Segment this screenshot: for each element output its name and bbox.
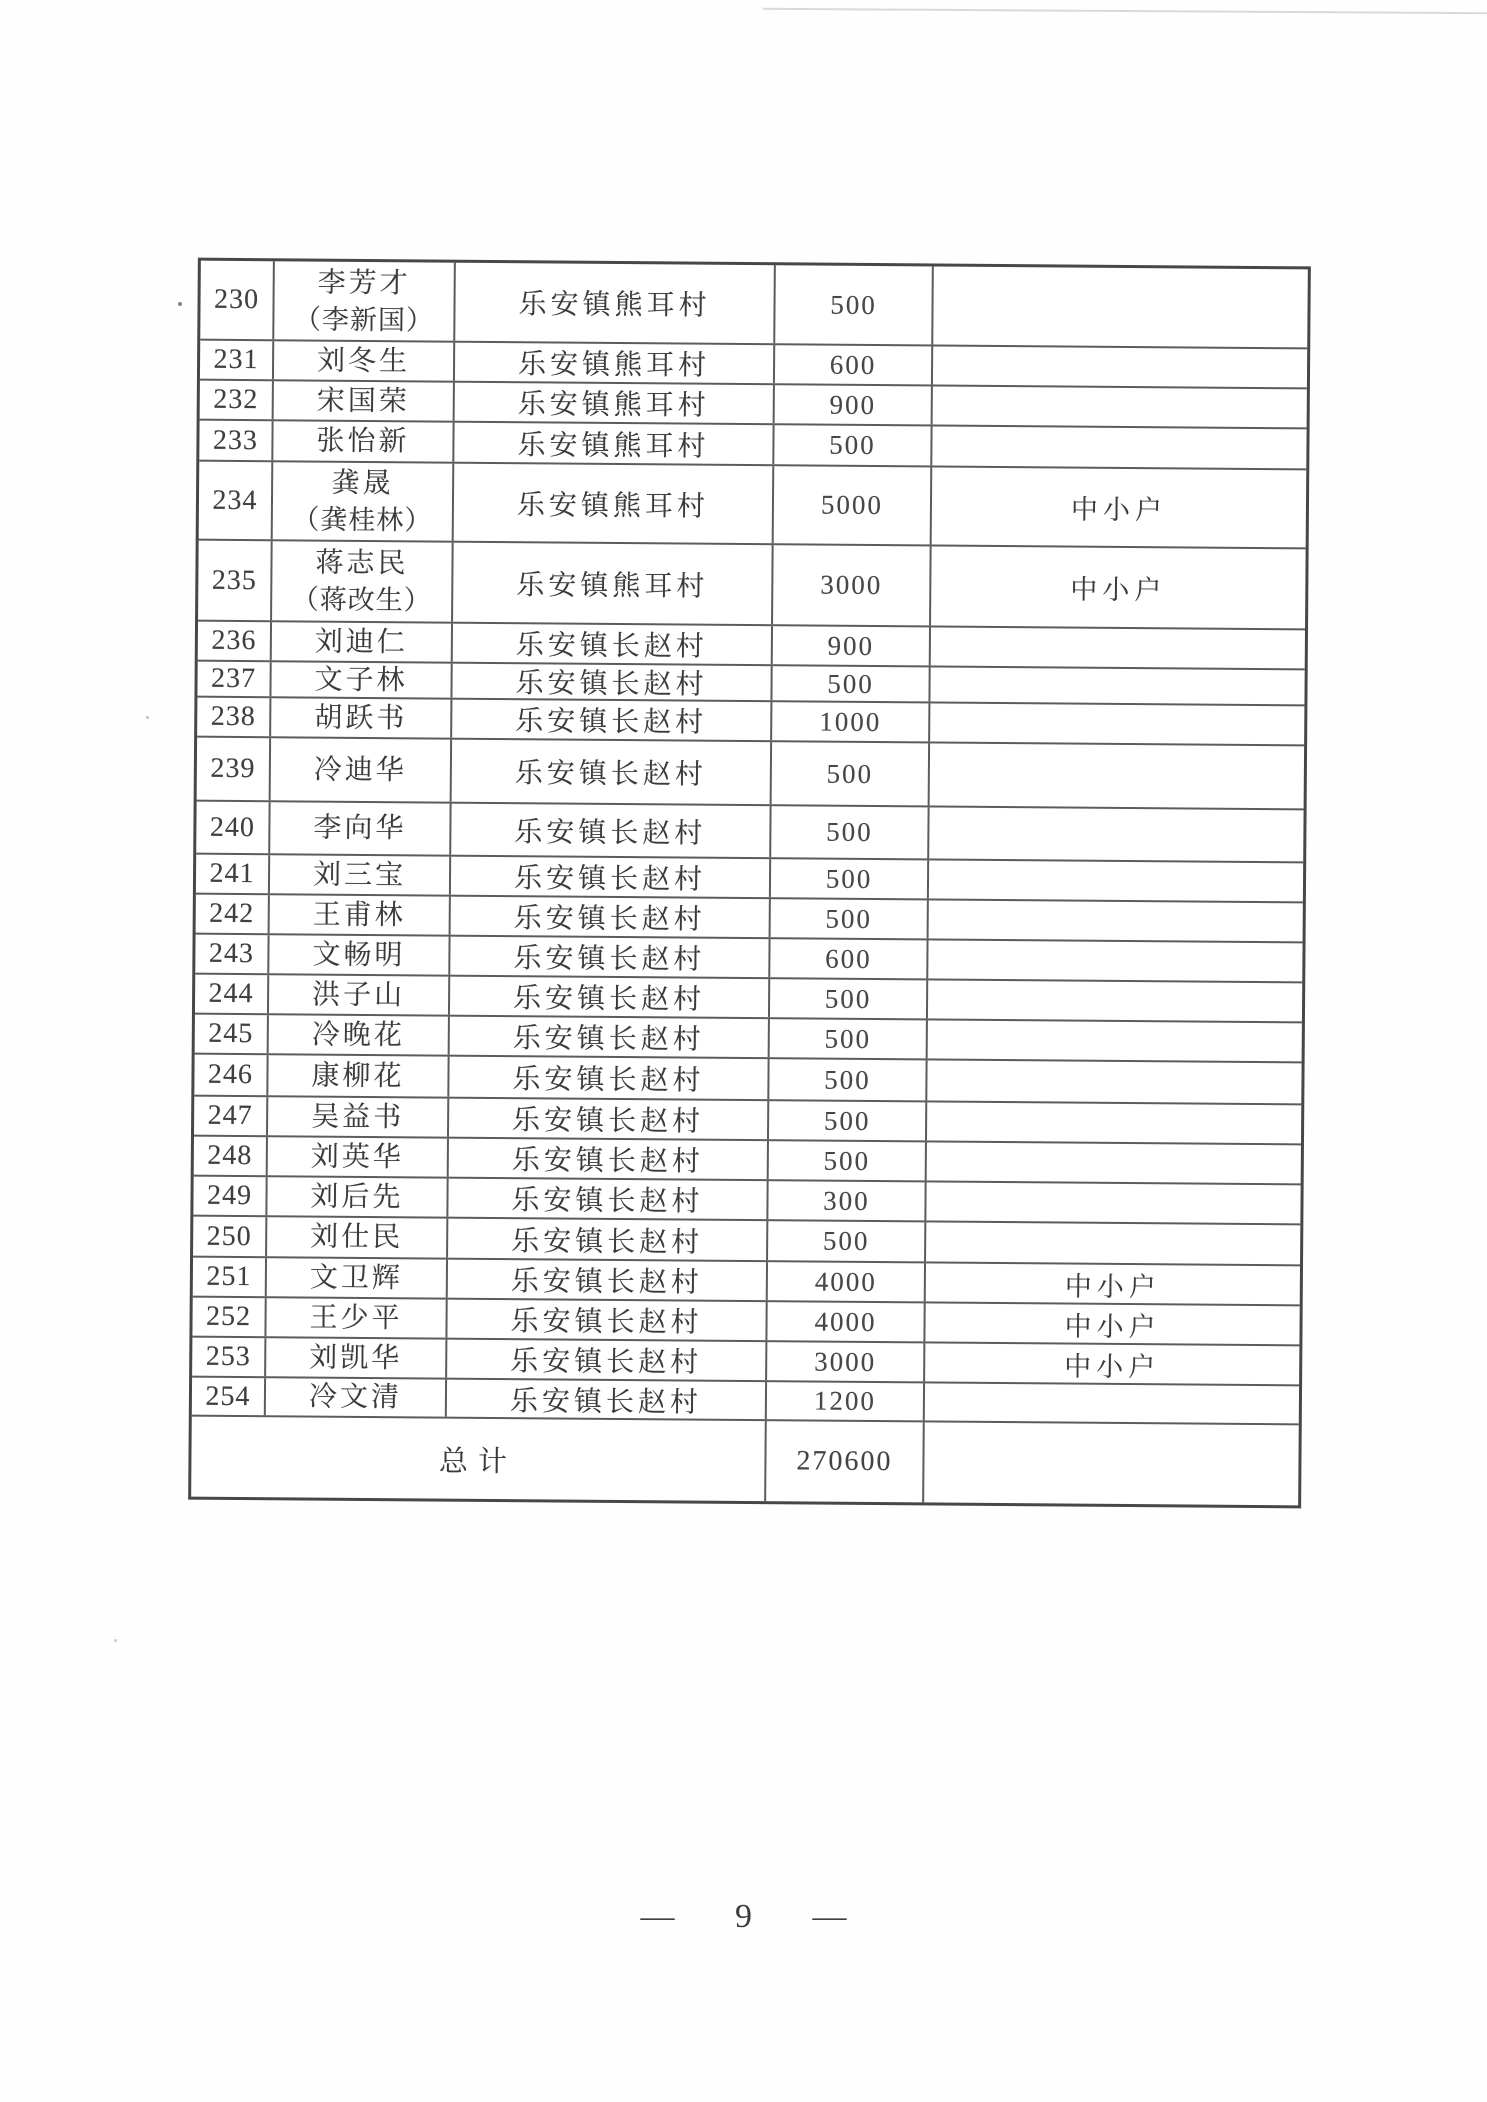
recipient-name: 冷迪华: [313, 754, 407, 786]
amount-cell: 300: [768, 1181, 926, 1220]
amount-cell: 500: [770, 1019, 928, 1058]
name-cell: [274, 261, 456, 340]
remark-cell: [927, 1142, 1301, 1183]
recipient-name: 王少平: [309, 1302, 403, 1334]
amount-cell: 3000: [767, 1342, 925, 1381]
name-cell: [271, 662, 452, 697]
amount-cell: 500: [770, 979, 928, 1018]
recipient-name: 张怡新: [316, 425, 410, 458]
name-cell: [271, 738, 452, 801]
amount-cell: 600: [775, 345, 933, 384]
recipient-alias: （蒋改生）: [291, 584, 432, 616]
table-row: [196, 802, 1303, 864]
village-cell: 乐安镇长赵村: [448, 1179, 768, 1220]
recipient-name: 刘冬生: [316, 345, 411, 377]
row-number-cell: 251: [193, 1258, 267, 1297]
amount-cell: 500: [772, 666, 930, 701]
remark-cell: [933, 386, 1307, 427]
row-number-cell: 230: [200, 261, 275, 340]
total-amount-cell: 270600: [766, 1421, 925, 1502]
remark-cell: [928, 940, 1302, 981]
recipient-name: 文子林: [314, 664, 408, 696]
amount-cell: 900: [773, 626, 931, 665]
village-cell: 乐安镇熊耳村: [455, 383, 775, 424]
table-wrapper: [188, 258, 1311, 1509]
remark-cell: [930, 703, 1304, 744]
remark-cell: [930, 667, 1304, 704]
recipient-name: 康柳花: [311, 1060, 405, 1092]
recipient-name: 宋国荣: [316, 385, 410, 417]
village-cell: 乐安镇长赵村: [450, 1017, 770, 1058]
amount-cell: 500: [775, 265, 934, 344]
recipient-alias: （李新国）: [293, 303, 435, 336]
name-cell: [269, 1015, 450, 1054]
village-cell: 乐安镇长赵村: [452, 700, 772, 741]
name-cell: [271, 698, 452, 737]
name-cell: [267, 1258, 448, 1297]
remark-cell: [933, 346, 1307, 387]
row-number-cell: 250: [193, 1217, 267, 1257]
row-number-cell: 254: [192, 1378, 266, 1416]
name-cell: [268, 1137, 449, 1176]
row-number-cell: 231: [200, 341, 274, 380]
amount-cell: 500: [772, 742, 930, 805]
scan-speck: [178, 302, 182, 306]
village-cell: 乐安镇长赵村: [449, 1139, 769, 1180]
name-cell: [269, 935, 450, 974]
row-number-cell: 243: [195, 935, 269, 974]
remark-cell: [933, 266, 1308, 347]
row-number-cell: 245: [195, 1015, 269, 1054]
scan-speck: [114, 1639, 117, 1642]
remark-cell: [925, 1383, 1299, 1423]
name-cell: [269, 975, 450, 1014]
row-number-cell: 238: [197, 698, 271, 737]
recipient-name: 刘三宝: [312, 859, 407, 891]
amount-cell: 500: [771, 859, 929, 898]
amount-cell: 500: [771, 899, 929, 938]
amount-cell: 4000: [768, 1262, 926, 1301]
recipient-name: 李向华: [313, 812, 407, 845]
remark-cell: [931, 627, 1305, 668]
recipient-name: 文卫辉: [309, 1262, 404, 1294]
remark-cell: [927, 1060, 1301, 1103]
row-number-cell: 236: [198, 622, 272, 661]
village-cell: 乐安镇长赵村: [448, 1260, 768, 1301]
amount-cell: 1000: [772, 702, 930, 741]
recipient-name: 李芳才: [317, 267, 411, 299]
village-cell: 乐安镇熊耳村: [455, 343, 775, 384]
row-number-cell: 232: [200, 381, 274, 420]
amount-cell: 5000: [774, 466, 933, 544]
remark-cell: [926, 1182, 1300, 1223]
recipient-name: 吴益书: [311, 1101, 405, 1133]
name-cell: [266, 1298, 447, 1337]
name-cell: [273, 462, 455, 540]
village-cell: 乐安镇长赵村: [452, 664, 772, 701]
recipient-name: 冷晚花: [311, 1019, 405, 1051]
recipient-name: 王甫林: [312, 899, 406, 931]
remark-cell: 中小户: [1064, 1270, 1161, 1302]
recipient-name: 刘后先: [310, 1181, 404, 1213]
page-number: — 9 —: [640, 1898, 873, 1935]
recipient-name: 刘仕民: [310, 1221, 404, 1254]
total-remark-cell: [924, 1422, 1299, 1505]
table-row: [200, 261, 1308, 350]
remark-cell: 中小户: [1070, 494, 1168, 526]
village-cell: 乐安镇长赵村: [451, 857, 771, 898]
row-number-cell: 248: [194, 1137, 268, 1176]
row-number-cell: 233: [199, 421, 273, 461]
village-cell: 乐安镇长赵村: [453, 624, 773, 665]
total-label-cell: 总计: [191, 1417, 767, 1502]
row-number-cell: 240: [196, 802, 270, 854]
name-cell: [266, 1378, 447, 1416]
remark-cell: 中小户: [1064, 1350, 1161, 1382]
total-row: [191, 1417, 1299, 1506]
village-cell: 乐安镇长赵村: [451, 897, 771, 938]
amount-cell: 900: [775, 385, 933, 424]
remark-cell: [928, 980, 1302, 1021]
name-cell: [274, 341, 455, 380]
row-number-cell: 234: [199, 462, 274, 540]
name-cell: [268, 1055, 449, 1096]
row-number-cell: 247: [194, 1097, 268, 1136]
name-cell: [272, 622, 453, 661]
row-number-cell: 239: [197, 738, 271, 801]
village-cell: 乐安镇长赵村: [447, 1300, 767, 1341]
name-cell: [268, 1097, 449, 1136]
recipient-funding-table: [188, 258, 1311, 1509]
name-cell: [266, 1338, 447, 1377]
village-cell: 乐安镇熊耳村: [455, 263, 776, 344]
remark-cell: [926, 1222, 1300, 1264]
row-number-cell: 249: [193, 1177, 267, 1216]
scan-artifact-line: [763, 8, 1487, 14]
name-cell: [273, 421, 454, 461]
village-cell: 乐安镇熊耳村: [454, 423, 774, 465]
recipient-name: 文畅明: [312, 939, 406, 971]
name-cell: [270, 802, 451, 854]
name-cell: [267, 1217, 448, 1257]
recipient-name: 龚晟: [331, 467, 394, 500]
name-cell: [270, 895, 451, 934]
village-cell: 乐安镇长赵村: [447, 1340, 767, 1381]
scan-speck: [146, 716, 149, 719]
table-row: [199, 462, 1307, 550]
remark-cell: [930, 743, 1304, 808]
amount-cell: 4000: [767, 1302, 925, 1341]
amount-cell: 1200: [767, 1382, 925, 1420]
amount-cell: 600: [770, 939, 928, 978]
row-number-cell: 244: [195, 975, 269, 1014]
remark-cell: [929, 807, 1303, 861]
table-row: [198, 541, 1306, 631]
village-cell: 乐安镇长赵村: [450, 937, 770, 978]
remark-cell: [929, 860, 1303, 901]
row-number-cell: 253: [192, 1338, 266, 1377]
row-number-cell: 246: [194, 1055, 268, 1096]
village-cell: 乐安镇长赵村: [448, 1219, 768, 1261]
recipient-name: 刘凯华: [309, 1342, 403, 1374]
amount-cell: 500: [769, 1141, 927, 1180]
remark-cell: [927, 1102, 1301, 1143]
recipient-name: 冷文清: [308, 1381, 403, 1414]
remark-cell: [928, 1020, 1302, 1061]
village-cell: 乐安镇长赵村: [449, 1099, 769, 1140]
village-cell: 乐安镇长赵村: [452, 740, 772, 805]
row-number-cell: 252: [192, 1298, 266, 1337]
recipient-name: 刘英华: [310, 1141, 404, 1173]
name-cell: [274, 381, 455, 420]
village-cell: 乐安镇长赵村: [447, 1380, 767, 1420]
village-cell: 乐安镇熊耳村: [454, 464, 775, 544]
amount-cell: 500: [769, 1059, 927, 1100]
amount-cell: 500: [769, 1101, 927, 1140]
remark-cell: 中小户: [1064, 1310, 1161, 1342]
row-number-cell: 242: [196, 895, 270, 934]
remark-cell: [932, 426, 1306, 468]
remark-cell: 中小户: [1070, 574, 1167, 606]
recipient-name: 蒋志民: [315, 547, 409, 580]
amount-cell: 500: [771, 806, 929, 858]
village-cell: 乐安镇长赵村: [449, 1057, 769, 1100]
remark-cell: [929, 900, 1303, 941]
name-cell: [270, 855, 451, 894]
recipient-name: 洪子山: [311, 979, 406, 1011]
amount-cell: 500: [774, 425, 932, 465]
table-row: [197, 738, 1304, 811]
row-number-cell: 241: [196, 855, 270, 894]
village-cell: 乐安镇长赵村: [450, 977, 770, 1018]
recipient-name: 刘迪仁: [314, 626, 409, 658]
row-number-cell: 237: [197, 662, 271, 697]
amount-cell: 500: [768, 1221, 926, 1261]
name-cell: [272, 541, 454, 621]
amount-cell: 3000: [773, 545, 932, 625]
village-cell: 乐安镇长赵村: [451, 804, 771, 858]
name-cell: [267, 1177, 448, 1216]
village-cell: 乐安镇熊耳村: [453, 543, 774, 625]
row-number-cell: 235: [198, 541, 273, 621]
recipient-name: 胡跃书: [314, 702, 408, 734]
recipient-alias: （龚桂林）: [292, 504, 433, 536]
